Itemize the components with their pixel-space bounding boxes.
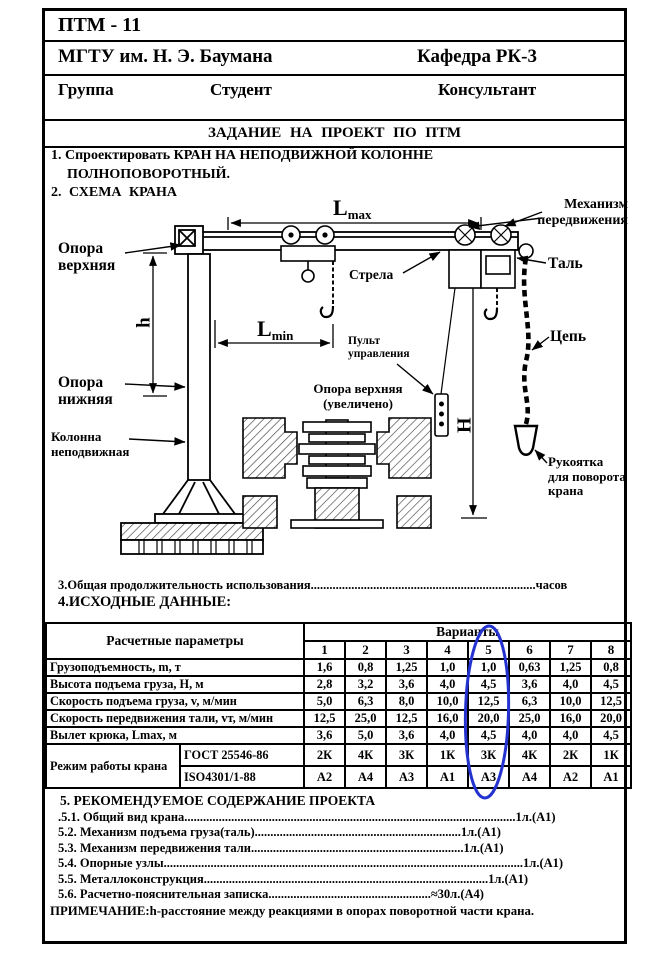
label-lower-support: Опора нижняя xyxy=(58,374,113,409)
value-cell: 1К xyxy=(591,744,631,766)
value-cell: 8,0 xyxy=(386,693,427,710)
variant-number: 8 xyxy=(591,641,631,659)
variant-number: 1 xyxy=(304,641,345,659)
value-cell: 4К xyxy=(345,744,386,766)
variant-number: 7 xyxy=(550,641,591,659)
value-cell: 1,6 xyxy=(304,659,345,676)
variant-number: 5 xyxy=(468,641,509,659)
dim-lmax: $L_{max}$ xyxy=(333,195,372,222)
group-label: Группа xyxy=(58,80,114,99)
value-cell: А3 xyxy=(468,766,509,788)
table-row xyxy=(46,693,631,710)
value-cell: 4,5 xyxy=(591,676,631,693)
recommended-title: 5. РЕКОМЕНДУЕМОЕ СОДЕРЖАНИЕ ПРОЕКТА xyxy=(60,793,376,808)
value-cell: 2К xyxy=(304,744,345,766)
param-label: Вылет крюка, Lmax, м xyxy=(46,727,304,744)
value-cell: 5,0 xyxy=(345,727,386,744)
value-cell: 6,3 xyxy=(345,693,386,710)
value-cell: 12,5 xyxy=(591,693,631,710)
variant-number: 6 xyxy=(509,641,550,659)
label-inset: Опора верхняя (увеличено) xyxy=(313,381,403,411)
recommended-item: 5.3. Механизм передвижения тали....................................................................1л.(А1) xyxy=(58,840,504,855)
value-cell: А2 xyxy=(550,766,591,788)
label-chain: Цепь xyxy=(550,328,587,345)
label-fixed-column: Колонна неподвижная xyxy=(51,429,130,459)
value-cell: 25,0 xyxy=(345,710,386,727)
value-cell: 25,0 xyxy=(509,710,550,727)
value-cell: 16,0 xyxy=(550,710,591,727)
dim-lmin: $L_{min}$ xyxy=(257,316,294,343)
task-2: 2. СХЕМА КРАНА xyxy=(51,185,178,200)
table-row xyxy=(46,676,631,693)
recommended-item: 5.5. Металлоконструкция...........................................................................................1л.(А1) xyxy=(58,871,529,886)
value-cell: А2 xyxy=(304,766,345,788)
dim-h: h xyxy=(133,317,155,328)
header-row-university xyxy=(45,42,624,76)
value-cell: 0,8 xyxy=(345,659,386,676)
param-header: Расчетные параметры xyxy=(46,623,304,659)
label-rotation-handle: Рукоятка для поворота крана xyxy=(548,454,626,499)
value-cell: 10,0 xyxy=(550,693,591,710)
value-cell: 5,0 xyxy=(304,693,345,710)
department-name: Кафедра РК-3 xyxy=(417,46,537,67)
value-cell: 4,0 xyxy=(509,727,550,744)
value-cell: 4,0 xyxy=(550,727,591,744)
value-cell: А3 xyxy=(386,766,427,788)
param-label: Скорость подъема груза, v, м/мин xyxy=(46,693,304,710)
value-cell: 4,5 xyxy=(468,676,509,693)
value-cell: 3К xyxy=(386,744,427,766)
value-cell: 3,6 xyxy=(386,676,427,693)
value-cell: 4К xyxy=(509,744,550,766)
value-cell: 6,3 xyxy=(509,693,550,710)
table-row xyxy=(46,659,631,676)
value-cell: 1,0 xyxy=(468,659,509,676)
table-row xyxy=(46,710,631,727)
value-cell: 2,8 xyxy=(304,676,345,693)
param-label: Скорость передвижения тали, vт, м/мин xyxy=(46,710,304,727)
university-name: МГТУ им. Н. Э. Баумана xyxy=(58,46,273,67)
variant-number: 3 xyxy=(386,641,427,659)
value-cell: 0,8 xyxy=(591,659,631,676)
header-row-people xyxy=(45,76,624,121)
task-1-line1: 1. Спроектировать КРАН НА НЕПОДВИЖНОЙ КОЛОННЕ xyxy=(51,148,434,163)
value-cell: 3,2 xyxy=(345,676,386,693)
value-cell: 3К xyxy=(468,744,509,766)
value-cell: 20,0 xyxy=(591,710,631,727)
label-pendant-control: Пульт управления xyxy=(348,335,410,360)
value-cell: 20,0 xyxy=(468,710,509,727)
value-cell: А4 xyxy=(345,766,386,788)
value-cell: 3,6 xyxy=(304,727,345,744)
recommended-list xyxy=(58,810,624,902)
value-cell: 1К xyxy=(427,744,468,766)
recommended-item: .5.1. Общий вид крана..........................................................................................................1л.(А1) xyxy=(58,810,556,824)
value-cell: 16,0 xyxy=(427,710,468,727)
variants-table xyxy=(45,622,632,789)
param-label: Режим работы крана xyxy=(46,744,180,788)
label-jib: Стрела xyxy=(349,267,394,282)
label-travel-mechanism: Механизм передвижения xyxy=(537,197,628,228)
note-line: ПРИМЕЧАНИЕ:h-расстояние между реакциями в опорах поворотной части крана. xyxy=(50,904,535,918)
recommended-item: 5.2. Механизм подъема груза(таль)..................................................................1л.(А1) xyxy=(58,825,501,840)
variants-header: Варианты xyxy=(304,623,631,641)
value-cell: 10,0 xyxy=(427,693,468,710)
recommended-item: 5.4. Опорные узлы...................................................................................................................1л.(А1) xyxy=(58,856,564,871)
value-cell: 4,5 xyxy=(468,727,509,744)
value-cell: 1,0 xyxy=(427,659,468,676)
student-label: Студент xyxy=(210,80,272,99)
value-cell: 12,5 xyxy=(386,710,427,727)
value-cell: 1,25 xyxy=(386,659,427,676)
param-label: Грузоподъемность, m, т xyxy=(46,659,304,676)
value-cell: 12,5 xyxy=(304,710,345,727)
task-1-line2: ПОЛНОПОВОРОТНЫЙ. xyxy=(67,166,231,182)
assignment-sheet xyxy=(42,8,627,944)
initial-data-title: 4.ИСХОДНЫЕ ДАННЫЕ: xyxy=(58,594,232,610)
value-cell: 4,0 xyxy=(550,676,591,693)
recommended-item: 5.6. Расчетно-пояснительная записка....................................................≈30л.(А4) xyxy=(58,887,484,902)
task-1 xyxy=(51,147,433,184)
value-cell: 12,5 xyxy=(468,693,509,710)
value-cell: 1,25 xyxy=(550,659,591,676)
standard-label: ГОСТ 25546-86 xyxy=(180,744,304,766)
value-cell: 2К xyxy=(550,744,591,766)
assignment-title: ЗАДАНИЕ НА ПРОЕКТ ПО ПТМ xyxy=(45,121,624,148)
value-cell: 3,6 xyxy=(386,727,427,744)
value-cell: 0,63 xyxy=(509,659,550,676)
consultant-label: Консультант xyxy=(438,80,537,99)
standard-label: ISO4301/1-88 xyxy=(180,766,304,788)
variant-number: 4 xyxy=(427,641,468,659)
param-label: Высота подъема груза, Н, м xyxy=(46,676,304,693)
table-row xyxy=(46,744,631,766)
label-hoist: Таль xyxy=(548,255,583,272)
label-upper-support: Опора верхняя xyxy=(58,240,116,275)
duration-line: 3.Общая продолжительность использования........................................................................часов xyxy=(58,578,568,592)
value-cell: 4,0 xyxy=(427,727,468,744)
table-row xyxy=(46,727,631,744)
value-cell: А1 xyxy=(427,766,468,788)
value-cell: 3,6 xyxy=(509,676,550,693)
variant-number: 2 xyxy=(345,641,386,659)
crane-diagram xyxy=(45,196,630,574)
value-cell: А4 xyxy=(509,766,550,788)
value-cell: А1 xyxy=(591,766,631,788)
value-cell: 4,0 xyxy=(427,676,468,693)
dim-height: Н xyxy=(453,417,476,433)
header-code: ПТМ - 11 xyxy=(45,11,624,42)
value-cell: 4,5 xyxy=(591,727,631,744)
